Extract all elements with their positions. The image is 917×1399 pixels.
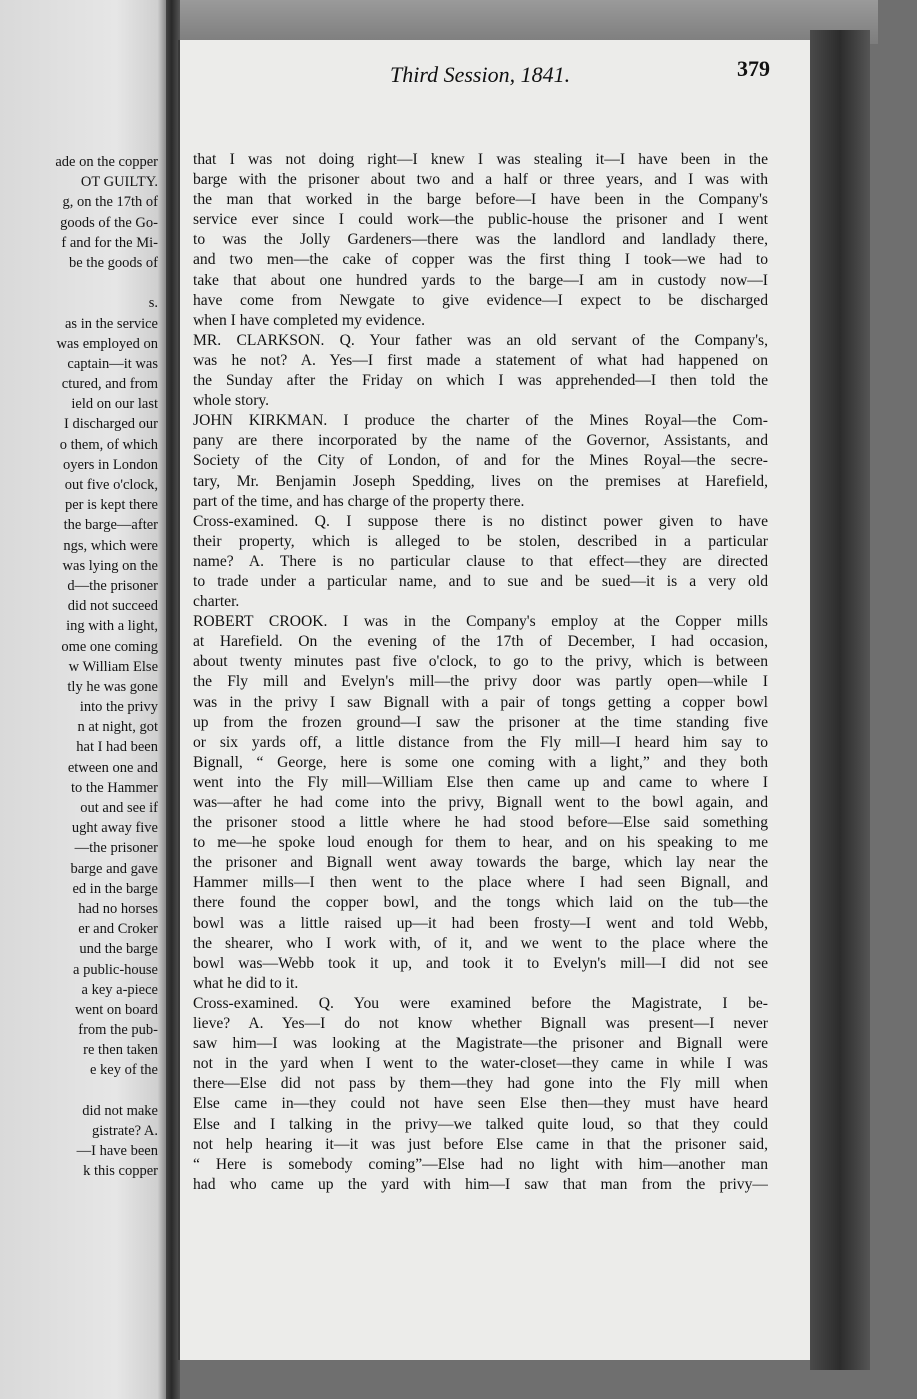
left-page-line: e key of the — [89, 1062, 158, 1079]
text-line: take that about one hundred yards to the barge—I am in custody now—I — [193, 271, 768, 289]
left-page-line: ield on our last — [71, 396, 158, 413]
text-line: Else and I talking in the privy—we talked quite loud, so that they could — [193, 1115, 768, 1133]
body-text — [193, 150, 768, 1195]
text-line: the Sunday after the Friday on which I was apprehended—I then told the — [193, 372, 768, 390]
text-line: Hammer mills—I then went to the place where I had seen Bignall, and — [193, 874, 768, 892]
text-line: the prisoner and Bignall went away towards the barge, which lay near the — [193, 854, 768, 872]
text-line: the shearer, who I work with, of it, and we went to the place where the — [193, 934, 768, 952]
left-page-line: from the pub- — [78, 1022, 158, 1039]
left-page-line: ade on the copper — [55, 154, 158, 170]
left-page-line: be the goods of — [69, 254, 158, 271]
text-line: was in the privy I saw Bignall with a pair of tongs getting a copper bowl — [193, 693, 768, 711]
text-line: not help hearing it—it was just before Else came in that the prisoner said, — [193, 1135, 768, 1153]
left-page-line: was lying on the — [62, 557, 158, 574]
left-page-line: did not succeed — [67, 598, 158, 615]
left-page-line: as in the service — [64, 315, 158, 332]
text-line: went into the Fly mill—William Else then came up and came to where I — [193, 773, 768, 791]
text-line: that I was not doing right—I knew I was stealing it—I have been in the — [193, 151, 768, 168]
running-head: Third Session, 1841. — [390, 62, 571, 87]
text-line: to trade under a particular name, and to sue and be sued—it is a very old — [193, 572, 768, 590]
text-line: the Fly mill and Evelyn's mill—the privy door was partly open—while I — [193, 673, 768, 691]
left-page-line: —the prisoner — [74, 840, 158, 857]
text-line: saw him—I was looking at the Magistrate—the prisoner and Bignall were — [193, 1035, 768, 1053]
left-page-line: I discharged our — [64, 416, 158, 433]
text-line: their property, which is alleged to be stolen, described in a particular — [193, 532, 768, 550]
text-line: there—Else did not pass by them—they had gone into the Fly mill when — [193, 1075, 768, 1093]
left-page-line: tly he was gone — [67, 678, 158, 695]
left-page-line: captain—it was — [67, 355, 158, 372]
left-page-line — [0, 273, 158, 293]
text-line: Cross-examined. Q. I suppose there is no distinct power given to have — [193, 512, 768, 530]
text-line: the man that worked in the barge before—I have been in the Company's — [193, 191, 768, 209]
text-line: was—after he had come into the privy, Bignall went to the bowl again, and — [193, 794, 768, 811]
left-page-line: OT GUILTY. — [80, 174, 158, 191]
page-edge-shadow — [810, 30, 870, 1370]
left-page-line: into the privy — [79, 699, 158, 716]
text-line: barge with the prisoner about two and a half or three years, and I was with — [193, 171, 768, 189]
scan-top-margin — [178, 0, 878, 44]
left-page-line: f and for the Mi- — [61, 234, 158, 251]
text-line: or six yards off, a little distance from the Fly mill—I heard him say to — [193, 733, 768, 751]
left-page-line: n at night, got — [77, 719, 158, 736]
text-line: ROBERT CROOK. I was in the Company's employ at the Copper mills — [193, 613, 768, 631]
left-page-line: out and see if — [80, 800, 158, 816]
text-line: what he did to it. — [193, 974, 299, 992]
left-page-line: re then taken — [83, 1042, 158, 1059]
text-line: MR. CLARKSON. Q. Your father was an old servant of the Company's, — [193, 331, 768, 349]
text-line: bowl was a little raised up—it had been frosty—I went and told Webb, — [193, 914, 768, 932]
left-page-line: ing with a light, — [66, 618, 158, 635]
text-line: “ Here is somebody coming”—Else had no light with him—another man — [193, 1155, 768, 1173]
left-page-line: barge and gave — [70, 860, 158, 877]
text-line: JOHN KIRKMAN. I produce the charter of the Mines Royal—the Com- — [193, 412, 768, 430]
left-page-line: a public-house — [73, 961, 158, 978]
text-line: Bignall, “ George, here is some one coming with a light,” and they both — [193, 753, 768, 771]
left-page-line: d—the prisoner — [67, 577, 158, 594]
text-line: Cross-examined. Q. You were examined before the Magistrate, I be- — [193, 994, 768, 1012]
left-page-line: ngs, which were — [63, 537, 158, 554]
text-line: Else came in—they could not have seen Else then—they must have heard — [193, 1095, 768, 1113]
text-line: to me—he spoke loud enough for them to hear, and on his speaking to me — [193, 834, 768, 852]
left-page-line: had no horses — [78, 900, 158, 917]
text-line: had who came up the yard with him—I saw that man from the privy— — [193, 1175, 768, 1193]
left-page-line: —I have been — [76, 1143, 158, 1160]
left-page-line: k this copper — [83, 1163, 158, 1180]
text-line: not in the yard when I went to the water-closet—they came in while I was — [193, 1055, 768, 1073]
left-page-line: per is kept there — [64, 497, 158, 514]
text-line: part of the time, and has charge of the property there. — [193, 492, 525, 510]
left-page-line: etween one and — [67, 759, 158, 776]
left-page-line: went on board — [75, 1001, 158, 1018]
text-line: charter. — [193, 593, 240, 611]
text-line: and two men—the cake of copper was the first thing I took—we had to — [193, 251, 768, 269]
left-page-line: und the barge — [79, 941, 158, 958]
left-page-line: hat I had been — [76, 739, 158, 756]
text-line: up from the frozen ground—I saw the prisoner at the time standing five — [193, 713, 768, 731]
left-page-line: to the Hammer — [71, 779, 158, 796]
left-page-line: s. — [148, 295, 158, 312]
page-number: 379 — [737, 56, 770, 81]
text-line: to was the Jolly Gardeners—there was the landlord and landlady there, — [193, 231, 768, 249]
text-line: there found the copper bowl, and the tongs which laid on the tub—the — [193, 894, 768, 912]
text-line: whole story. — [193, 392, 270, 410]
left-page-line: g, on the 17th of — [62, 194, 158, 211]
text-line: name? A. There is no particular clause to that effect—they are directed — [193, 552, 768, 570]
text-line: about twenty minutes past five o'clock, to go to the privy, which is between — [193, 653, 768, 671]
text-line: was he not? A. Yes—I first made a statement of what had happened on — [193, 351, 768, 369]
left-page-line: was employed on — [56, 335, 158, 352]
left-page-text — [0, 152, 158, 1182]
left-page-line: ome one coming — [61, 638, 158, 655]
left-page-line: ctured, and from — [61, 376, 158, 393]
page-header — [210, 56, 770, 92]
text-line: lieve? A. Yes—I do not know whether Bignall was present—I never — [193, 1015, 768, 1033]
left-page-line: gistrate? A. — [91, 1123, 158, 1139]
left-page-line: ed in the barge — [72, 880, 158, 897]
left-page-line: oyers in London — [62, 456, 158, 473]
left-page-line: did not make — [82, 1102, 158, 1119]
left-page-fragment — [0, 0, 166, 1399]
left-page-line: ught away five — [71, 820, 158, 837]
text-line: pany are there incorporated by the name of the Governor, Assistants, and — [193, 432, 768, 450]
text-line: bowl was—Webb took it up, and took it to Evelyn's mill—I did not see — [193, 954, 768, 972]
left-page-line: a key a-piece — [81, 981, 158, 998]
text-line: Society of the City of London, of and for the Mines Royal—the secre- — [193, 452, 768, 470]
text-line: when I have completed my evidence. — [193, 311, 426, 329]
left-page-line: er and Croker — [78, 921, 158, 938]
left-page-line: o them, of which — [59, 436, 158, 453]
text-line: have come from Newgate to give evidence—I expect to be discharged — [193, 291, 768, 309]
text-line: tary, Mr. Benjamin Joseph Spedding, lives on the premises at Harefield, — [193, 472, 768, 490]
text-line: service ever since I could work—the public-house the prisoner and I went — [193, 211, 768, 229]
left-page-line: the barge—after — [63, 517, 158, 534]
left-page-line: out five o'clock, — [64, 477, 158, 493]
left-page-line: w William Else — [68, 658, 158, 675]
left-page-line — [0, 1081, 158, 1101]
text-line: at Harefield. On the evening of the 17th of December, I had occasion, — [193, 633, 768, 651]
left-page-line: goods of the Go- — [60, 214, 158, 231]
text-line: the prisoner stood a little where he had stood before—Else said something — [193, 814, 768, 832]
